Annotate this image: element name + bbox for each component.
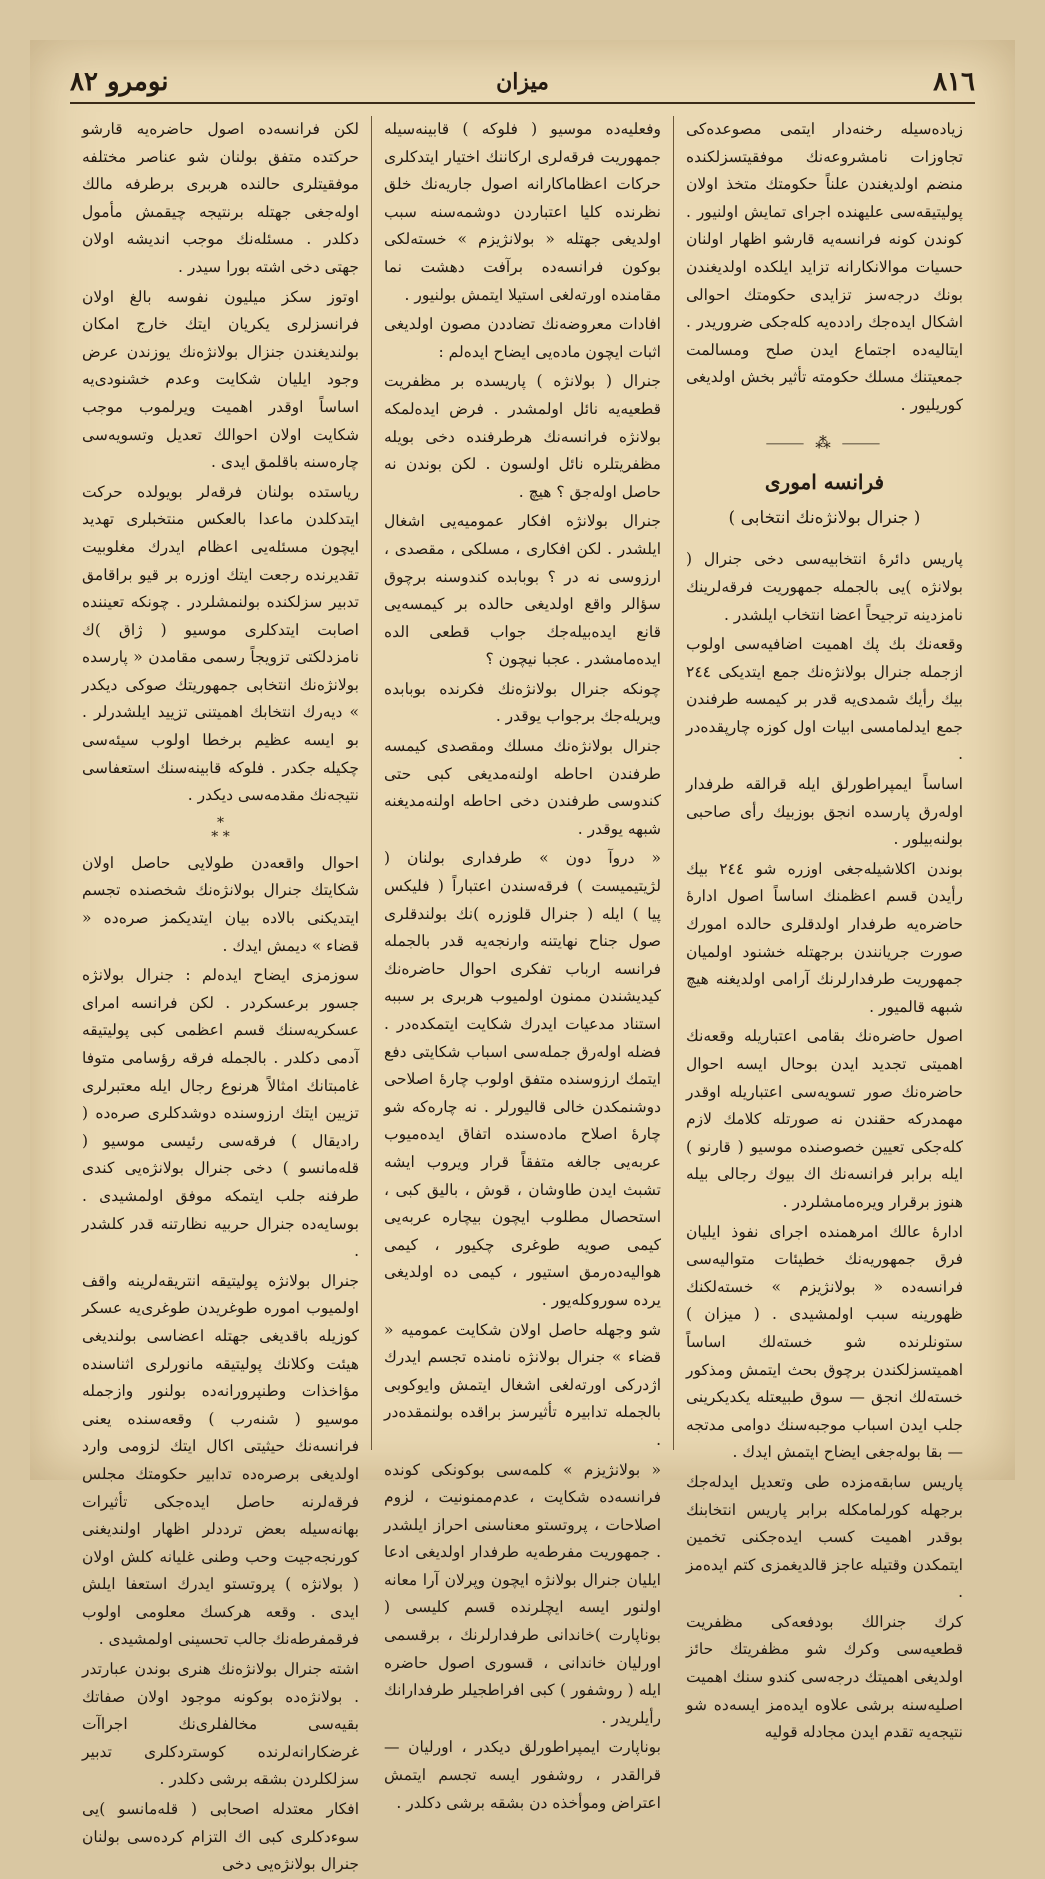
paragraph: رياستده بولنان فرقه‌لر بويولده حركت ايتدكلدن ماعدا بالعكس منتخبلری تهديد ايچون مسئله‌يی اعظام ايدرك مغلوبيت تقديرنده رجعت ايتك اوزره بر قيو براقامق تدبير سزلكنده بولنمشلردر . چونكه تعيننده اصابت ايتدكلری موسيو ( ژاق )ك نامزدلكتی تزويجاً رسمی مقامدن « پارسده بولانژه‌نك انتخابی جمهوريتك صوكی ديكدر » ديه‌رك انتخابك اهميتنی تزييد ايلشدرلر . بو ايسه عظيم برخطا اولوب سيئه‌سی چكيله جكدر . فلوكه قابينه‌سنك استعفاسی نتيجه‌نك مقدمه‌سی ديكدر . [82,482,359,805]
paragraph: پاريس سابقه‌مزده طی وتعديل ايدله‌جك برجهله كورلمامكله برابر پاريس انتخابنك بوقدر اهميت كسب ايده‌جكنی تخمين ايتمكدن وقتيله عاجز قالديغمزی كتم ايده‌مز . [686,1472,963,1602]
paragraph: اشته جنرال بولانژه‌نك هنری بوندن عبارتدر . بولانژه‌ده بوكونه موجود اولان صفاتك بقيه‌سی مخالفلری‌نك اجراآت غرضكارانه‌لرنده كوستردكلری تدبير سزلكلردن بشقه برشی دكلدر . [82,1660,359,1789]
text-columns [70,116,975,1874]
page-number: ٨١٦ [933,67,975,97]
paragraph: شو وجهله حاصل اولان شكايت عموميه « قضاء » جنرال بولانژه نامنده تجسم ايدرك اژدركی اورته‌لغی اشغال ايتمش وايوكوبی بالجمله تدابيرہ تأثيرسز براقده بولنمقده‌در . [384,1320,661,1449]
paragraph: جنرال ( بولانژه ) پاريسده بر مظفريت قطعيه‌يه نائل اولمشدر . فرض ايده‌لمكه بولانژه فرانسه‌نك هرطرفنده دخی بويله مظفريتلره نائل اولسون . لكن بوندن نه حاصل اوله‌جق ؟ هيچ . [384,372,661,501]
paragraph: جنرال بولانژه‌نك مسلك ومقصدی كيمسه طرفندن احاطه اولنه‌مديغی كبی حتی كندوسی طرفندن دخی احاطه اولنه‌مديغنه شبهه يوقدر . [384,737,661,838]
paragraph: احوال واقعه‌دن طولايی حاصل اولان شكايتك جنرال بولانژه‌نك شخصنده تجسم ايتديكنی بالاده بيان ايتديكمز صره‌ده « قضاء » ديمش ايدك . [82,853,359,955]
paragraph: بوناپارت ايمپراطورلق ديكدر ، اورليان — قرالقدر ، روشفور ايسه تجسم ايتمش اعتراض وموأخذه دن بشقه برشی دكلدر . [384,1738,661,1812]
paragraph: اوتوز سكز ميليون نفوسه بالغ اولان فرانسزلری يكريان ايتك خارج امكان بولنديغندن جنزال بولانژه‌نك يوزندن عرض وجود ايليان شكايت وعدم خشنودی‌يه اساساً اوقدر اهميت ويرلموب موجب شكايت اولان احوالك تعديل وتسويه‌سی چاره‌سنه باقلمق ايدی . [82,287,359,472]
paragraph: ادارۀ عالك امرهمنده اجرای نفوذ ايليان فرق جمهوريه‌نك خطيئات متواليه‌سی فرانسه‌ده « بولانژيزم » خسته‌لكنك ظهورينه سبب اولمشيدی . ( ميزان ) ستونلرنده شو خسته‌لك اساساً اهميتسزلكندن برچوق بحث ايتمش ومذكور خسته‌لك انجق — سوق طبيعتله يكدیكرينی جلب ايدن اسباب موجبه‌سنك دوامی مدتجه — بقا بوله‌جغی ايضاح ايتمش ايدك . [686,1222,963,1462]
paragraph: جنرال بولانژه افكار عموميه‌يی اشغال ايلشدر . لكن افكاری ، مسلكی ، مقصدی ، ارزوسی نه در ؟ بوبابده كندوسنه برچوق سؤالر واقع اولديغی حالده بر كيمسه‌يی قانع ايده‌بيله‌جك جواب قطعی الده ايده‌مامشدر . عجبا نيچون ؟ [384,512,661,669]
paragraph: لكن فرانسه‌ده اصول حاضره‌يه قارشو حركتده متفق بولنان شو عناصر مختلفه موفقيتلری حالنده هربری برطرفه مالك اوله‌جغی جهتله برنتيجه چيقمش مأمول دكلدر . مسئله‌نك موجب انديشه اولان جهتی دخی اشته بورا سيدر . [82,120,359,276]
paragraph: افكار معتدله اصحابی ( قله‌مانسو )يی سوءدكلری كبی اك التزام كرده‌سی بولنان جنرال بولانژه‌يی دخی [82,1800,359,1874]
paragraph: كرك جنرالك بودفعه‌كی مظفريت قطعيه‌سی وكرك شو مظفريتك حائز اولديغی اهميتك درجه‌سی كندو سنك اهميت اصليه‌سنه برشی علاوه ايده‌مز ايسه‌ده شو نتيجه‌يه تقدم ايدن مجادله قوليه [686,1612,963,1742]
paragraph: « دروآ دون » طرفداری بولنان ( لژيتيميست ) فرقه‌سندن اعتباراً ( فليكس پيا ) ايله ( جنرال قلوزره )نك بولندقلری صول جناح نهايتنه وارنجه‌يه قدر بالجمله فرانسه ارباب تفكری احوال حاضره‌نك كيدیشندن ممنون اولميوب هربری بر سببه استناد مدعيات ايدرك شكايت ايتمكده‌در . فضله اوله‌رق جمله‌سی اسباب شكايتی دفع ايتمك ارزوسنده متفق اولوب چارۀ اصلاحی دوشنمكدن خالی قاليورلر . نه چاره‌كه شو چارۀ اصلاح ماده‌سنده اتفاق ايده‌ميوب عربه‌يی جالغه متفقاً قرار ويروب ايشه تشبث ايدن طاوشان ، قوش ، باليق كبی ، استحصال مطلوب ايچون بيچاره عربه‌يی كيمی صويه طوغری چكيور ، كيمی هواليه‌ده‌رمق استيور ، كيمی ده اولديغی يرده سوروكله‌يور . [384,849,661,1309]
paragraph: جنرال بولانژه پوليتيقه انتريقه‌لرينه واقف اولميوب اموره طوغريدن طوغری‌يه عسكر كوزيله باقديغی جهتله اعضاسی بولنديغی هيئت وكلانك پوليتيقه مانورلری اثناسنده مؤاخذات وطنپرورانه‌ده بولنور وازجمله موسيو ( شنه‌رب ) وقعه‌سنده يعنی فرانسه‌نك حيثيتی اكال ايتك لزومی وارد اولديغی برصره‌ده تدابير حكومتك مجلس فرقه‌لرنه حاصل ايده‌جكی تأثيرات بهانه‌سيله بعض ترددلر اظهار اولنديغنی كورنجه‌جيت وحب وطنی غليانه كلش اولان ( بولانژه ) پروتستو ايدرك استعفا ايلش ايدی . وقعه هركسك معلومی اولوب فرقمفرطه‌نك جالب تحسينی اولمشيدی . [82,1271,359,1649]
column-right [674,116,975,1742]
issue-number: نومرو ٨٢ [70,67,169,97]
paragraph: بوندن اكلاشيله‌جغی اوزره شو ٢٤٤ بيك رأيدن قسم اعظمنك اساساً اصول ادارۀ حاضره‌يه طرفدار اولدقلری حالده امورك صورت جريانندن برجهتله خشنود اولميان جمهوريت طرفدارلرنك آرامی اولديغنه هيچ شبهه قالميور . [686,859,963,1016]
ornament-divider: ⸻ ⁂ ⸻ [765,433,884,452]
paragraph: افادات معروضه‌نك تضاددن مصون اولديغی اثبات ايچون ماده‌يی ايضاح ايده‌لم : [384,315,661,361]
column-middle [372,116,674,1812]
paragraph: زياده‌سيله رخنه‌دار ايتمی مصوعده‌كی تجاوزات نامشروعه‌نك موفقيتسزلكنده منضم اولديغندن علناً حكومتك متخذ اولان پوليتيقه‌سی عليهنده اجرای تمایش اولنيور . كوندن كونه فرانسه‌يه قارشو اظهار اولنان حسيات موالانكارانه تزايد ايلكده اولديغندن بونك درجه‌سز تزايدی حكومتك احوالی اشكال ايده‌جك رادده‌يه كله‌جكی ضروريدر . ايتاليه‌ده اجتماع ايدن صلح ومسالمت جمعيتنك مسلك حكومته تأثير بخش اولديغی كوريليور . [686,120,963,414]
section-title: فرانسه امورى [764,470,885,495]
paragraph: وفعليه‌ده موسيو ( فلوكه ) قابينه‌سيله جمهوريت فرقه‌لری اركاننك اختيار ايتدكلری حركات اعظاماكارانه اصول جاريه‌نك خلق نظرنده كليا اعتباردن دوشمه‌سنه سبب اولديغی جهتله « بولانژيزم » خسته‌لكی بوكون فرانسه‌ده برآفت دهشت نما مقامنده اورته‌لغی استيلا ايتمش بولنيور . [384,120,661,304]
newspaper-page [30,40,1015,1874]
newspaper-title: میزان [496,69,549,95]
paragraph: وقعه‌نك بك پك اهميت اضافيه‌سی اولوب ازجمله جنرال بولانژه‌نك جمع ايتديكی ٢٤٤ بيك رأيك شمدی‌يه قدر بر كيمسه طرفندن جمع ايدلمامسی ابيات اول كوزه چارپقده‌در . [686,635,963,764]
page-header [70,62,975,104]
asterism-divider: * * * [211,814,230,845]
paragraph: اساساً ايمپراطورلق ايله قرالقه طرفدار اوله‌رق پارسده انجق بوزبيك رأی صاحبی بولنه‌بيلور . [686,775,963,849]
paragraph: اصول حاضره‌نك بقامی اعتباريله وقعه‌نك اهميتی تجديد ايدن بوحال ايسه احوال حاضره‌نك صور تسويه‌سی اعتباريله اوقدر مهمدركه حقندن نه صورتله كلامك لازم كله‌جكی تعيين خصوصنده موسيو ( قارنو ) ايله برابر فرانسه‌نك اك بيوك رجالی بيله هنوز برقرار ويره‌مامشلردر . [686,1027,963,1211]
paragraph: چونكه جنرال بولانژه‌نك فكرنده بوبابده ويريله‌جك برجواب يوقدر . [384,679,661,726]
paragraph: سوزمزی ايضاح ايده‌لم : جنرال بولانژه جسور برعسكردر . لكن فرانسه امرای عسكريه‌سنك قسم اعظمی كبی پوليتيقه آدمی دكلدر . بالجمله فرقه رؤسامی متوفا غامبتانك امثالاً هرنوع رجال ايله معتبرلری تزيين ايتك ارزوسنده دوشدكلری صره‌ده ( راديقال ) فرقه‌سی رئيسی موسيو ( قله‌مانسو ) دخی جنرال بولانژه‌يی كندی طرفنه جلب ايتمكه موفق اولمشيدی . بوسايه‌ده جنرال حربيه نظارتنه قدر كلشدر . [82,966,359,1261]
column-left [70,116,372,1874]
paragraph: پاريس دائرۀ انتخابيه‌سی دخی جنرال ( بولانژه )یی بالجمله جمهوريت فرقه‌لرينك نامزدينه ترجيحاً اعضا انتخاب ايلشدر . [686,550,963,624]
article-subtitle: ( جنرال بولانژه‌نك انتخابی ) [728,507,921,528]
paragraph: « بولانژيزم » كلمه‌سی بوكونكی كونده فرانسه‌ده شكايت ، عدم‌ممنونيت ، لزوم اصلاحات ، پروتستو معناسنی احراز ايلشدر . جمهوريت مفرطه‌يه طرفدار اولديغی ادعا ايليان جنرال بولانژه ايچون وپرلان آرا معانه اولنور ايسه ايچلرنده قسم كليسی ( بوناپارت )خاندانی طرفدارلرنك ، برقسمی اورليان خاندانی ، قسوری اصول حاضره ايله ( روشفور ) كبی افراطجيلر طرفدارانك رأيلريدر . [384,1460,661,1727]
